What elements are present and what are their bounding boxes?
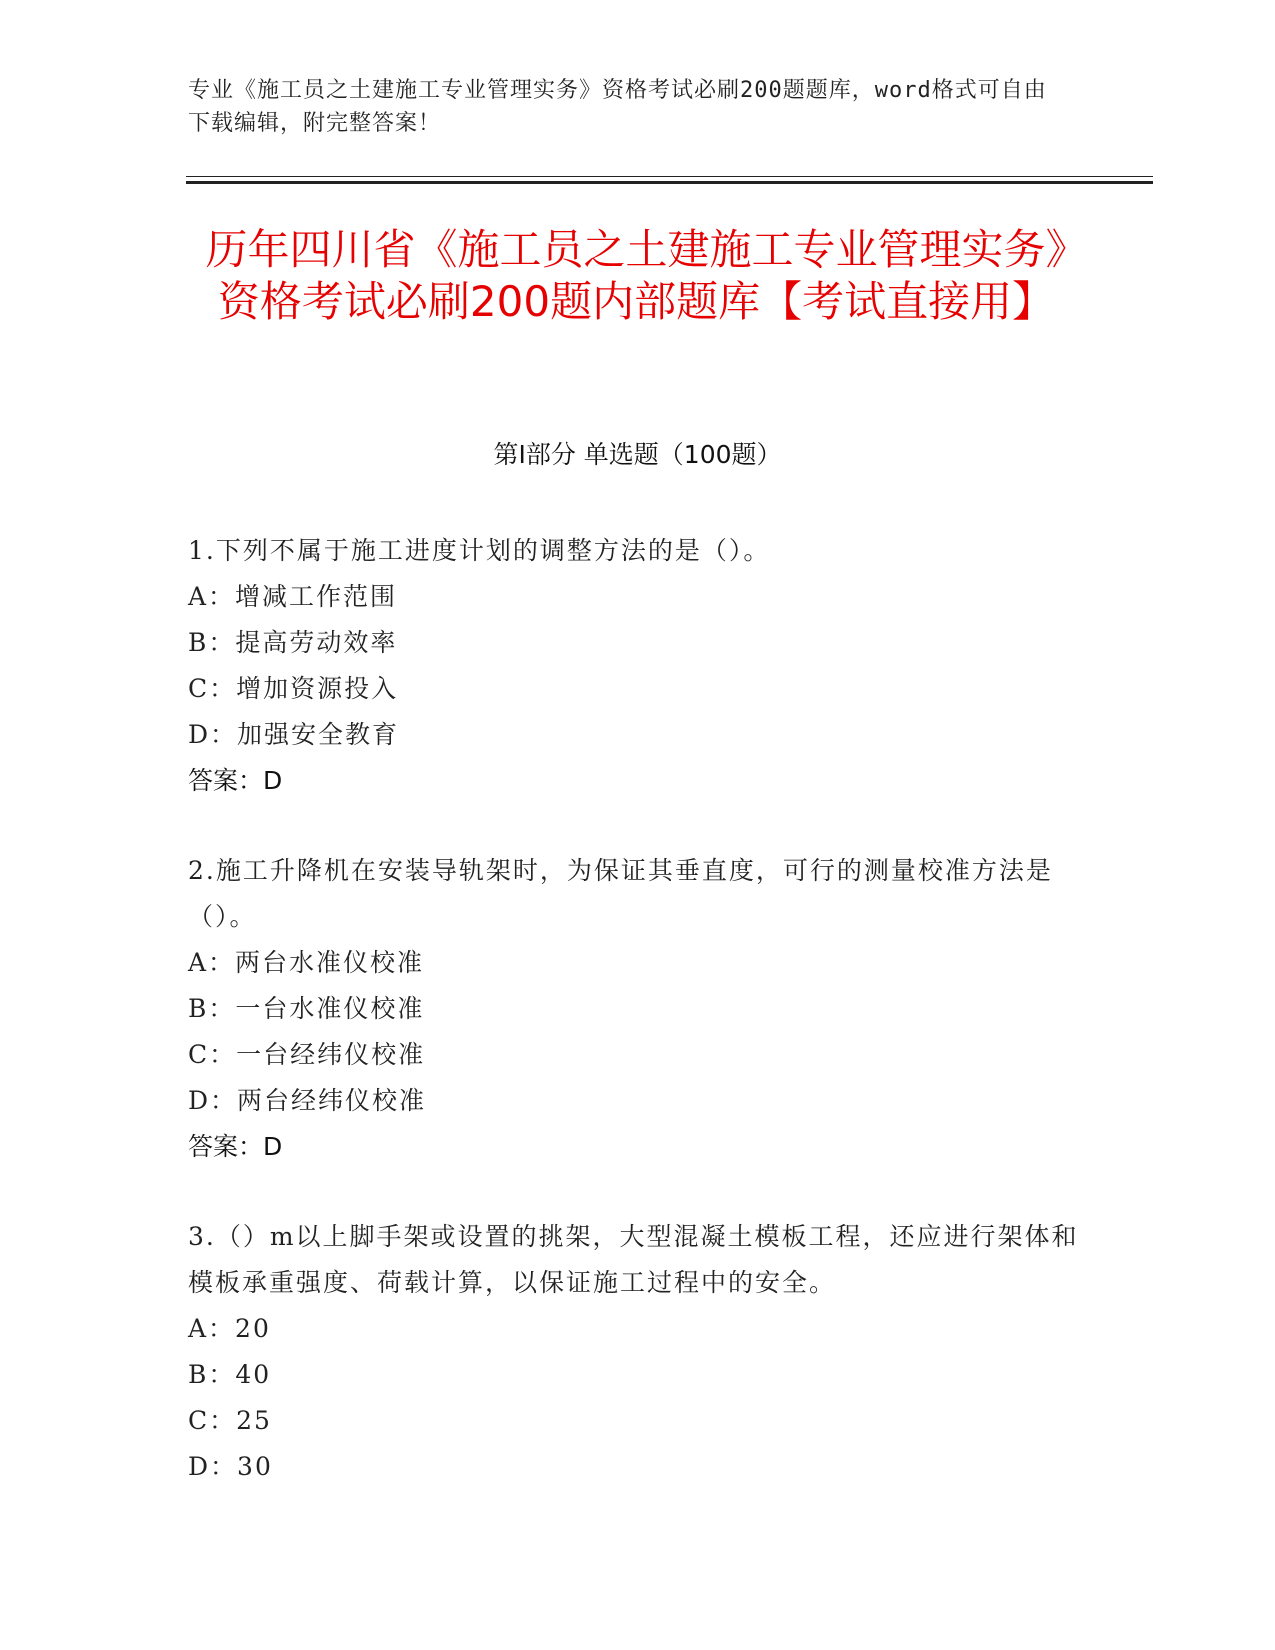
option-a: A：20 [188, 1314, 271, 1343]
header-note: 专业《施工员之土建施工专业管理实务》资格考试必刷200题题库，word格式可自由下载编辑，附完整答案！ [188, 78, 1047, 136]
option-b: B：提高劳动效率 [188, 628, 398, 657]
option-c: C：25 [188, 1406, 272, 1435]
question-stem: 1.下列不属于施工进度计划的调整方法的是（）。 [188, 536, 771, 565]
header-rule-thick [186, 181, 1153, 184]
option-b: B：一台水准仪校准 [188, 994, 425, 1023]
question-1 [188, 528, 1088, 804]
option-d: D：30 [188, 1452, 273, 1481]
option-d: D：两台经纬仪校准 [188, 1086, 427, 1115]
option-c: C：一台经纬仪校准 [188, 1040, 426, 1069]
question-list [188, 528, 1088, 1534]
question-stem: 2.施工升降机在安装导轨架时，为保证其垂直度，可行的测量校准方法是（）。 [188, 856, 1053, 931]
document-title: 历年四川省《施工员之土建施工专业管理实务》资格考试必刷200题内部题库【考试直接用】 [205, 225, 1067, 326]
option-d: D：加强安全教育 [188, 720, 400, 749]
option-c: C：增加资源投入 [188, 674, 399, 703]
section-heading: 第I部分 单选题（100题） [493, 440, 782, 469]
question-stem: 3.（）m以上脚手架或设置的挑架，大型混凝土模板工程，还应进行架体和模板承重强度、荷载计算，以保证施工过程中的安全。 [188, 1222, 1079, 1297]
question-2 [188, 848, 1088, 1170]
option-a: A：两台水准仪校准 [188, 948, 425, 977]
option-b: B：40 [188, 1360, 272, 1389]
option-a: A：增减工作范围 [188, 582, 398, 611]
header-rule-thin [186, 176, 1153, 177]
question-3 [188, 1214, 1088, 1490]
answer: 答案：D [188, 1132, 283, 1161]
answer: 答案：D [188, 766, 283, 795]
